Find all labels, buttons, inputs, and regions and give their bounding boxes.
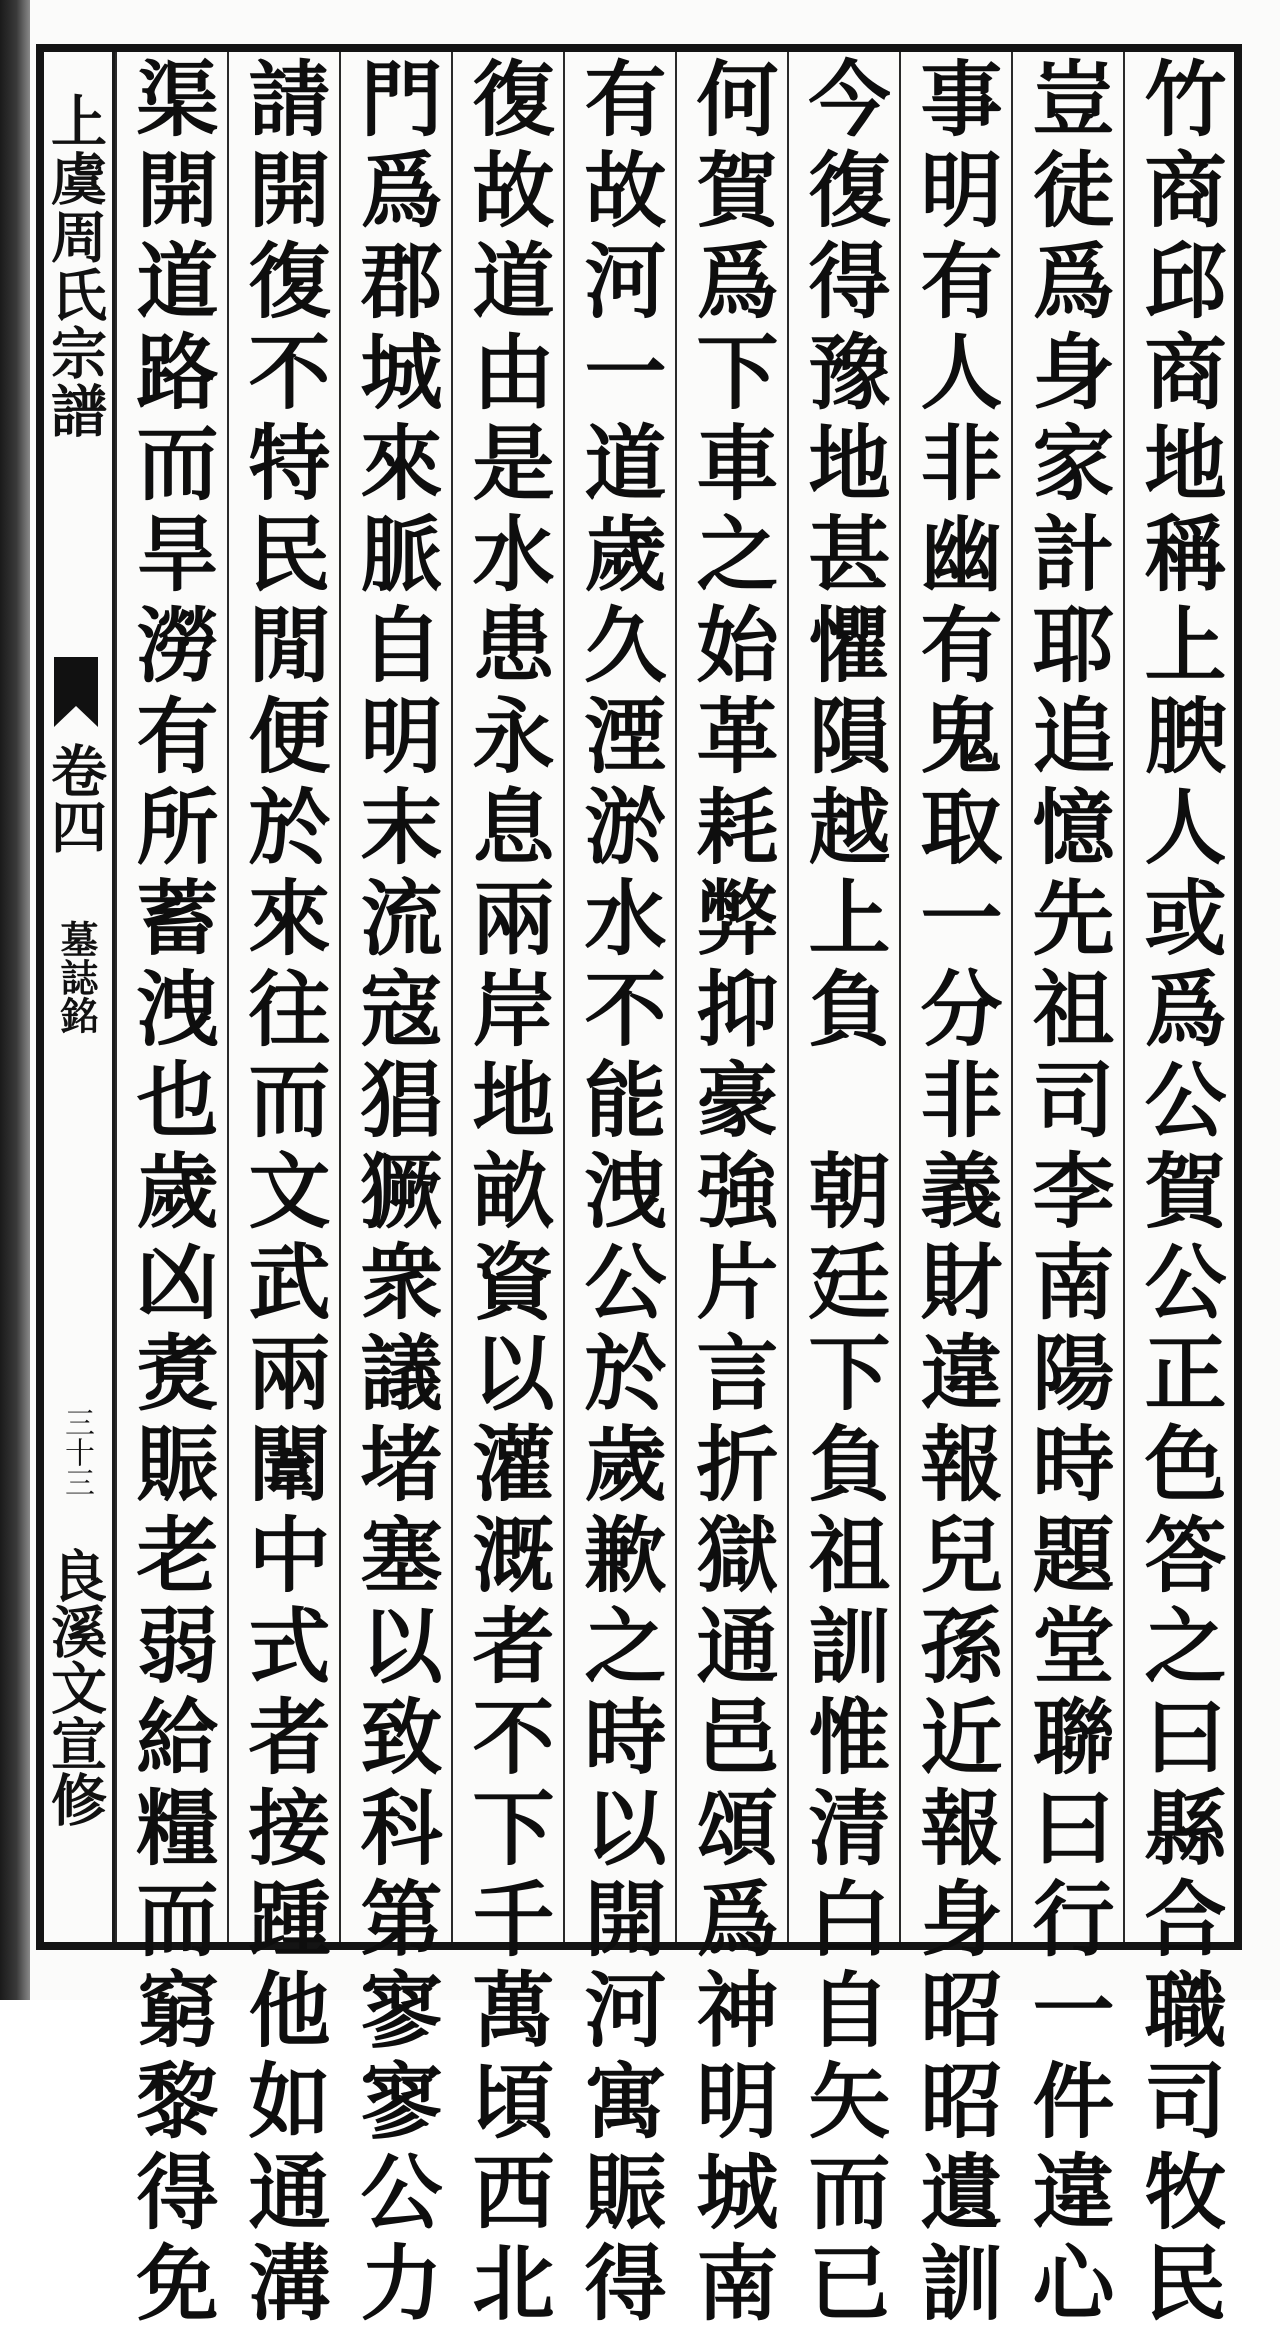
column-text: 何賀爲下車之始革耗弊抑豪強片言折獄通邑頌爲神明城南 bbox=[683, 56, 779, 2331]
text-column-7 bbox=[451, 52, 562, 2331]
column-text: 竹商邱商地稱上腴人或爲公賀公正色答之曰縣合職司牧民 bbox=[1131, 56, 1227, 2331]
column-text: 事明有人非幽有鬼取一分非義財違報兒孫近報身昭昭遺訓 bbox=[907, 56, 1003, 2331]
column-text: 請開復不特民閒便於來往而文武兩闈中式者接踵他如通溝 bbox=[235, 56, 331, 2331]
column-text: 豈徒爲身家計耶追憶先祖司李南陽時題堂聯曰行一件違心 bbox=[1019, 56, 1115, 2331]
text-column-1 bbox=[1123, 52, 1234, 2331]
text-column-8 bbox=[339, 52, 450, 2331]
volume-label: 卷四 bbox=[42, 742, 108, 854]
hall-name: 良溪文宣修 bbox=[42, 1547, 108, 1827]
text-column-6 bbox=[563, 52, 674, 2331]
text-column-3 bbox=[899, 52, 1010, 2331]
book-binding-edge bbox=[0, 0, 30, 2000]
genealogy-title: 上虞周氏宗譜 bbox=[42, 92, 108, 440]
column-text: 今復得豫地甚懼隕越上負 朝廷下負祖訓惟清白自矢而已 bbox=[795, 56, 891, 2331]
fishtail-mark-icon bbox=[54, 657, 98, 727]
column-text: 門爲郡城來脈自明末流寇猖獗衆議堵塞以致科第寥寥公力 bbox=[347, 56, 443, 2331]
center-fold-column bbox=[36, 52, 112, 1942]
text-column-4 bbox=[787, 52, 898, 2331]
column-text: 有故河一道歲久湮淤水不能洩公於歲歉之時以開河寓賑得 bbox=[571, 56, 667, 2331]
text-column-9 bbox=[227, 52, 338, 2331]
text-column-10 bbox=[115, 52, 226, 2331]
text-columns bbox=[115, 52, 1234, 2331]
section-label: 墓誌銘 bbox=[54, 920, 99, 1034]
page-number: 三十三 bbox=[59, 1407, 94, 1497]
text-column-2 bbox=[1011, 52, 1122, 2331]
column-text: 渠開道路而旱澇有所蓄洩也歲凶煑賑老弱給糧而窮黎得免 bbox=[123, 56, 219, 2331]
column-text: 復故道由是水患永息兩岸地畝資以灌溉者不下千萬頃西北 bbox=[459, 56, 555, 2331]
text-column-5 bbox=[675, 52, 786, 2331]
